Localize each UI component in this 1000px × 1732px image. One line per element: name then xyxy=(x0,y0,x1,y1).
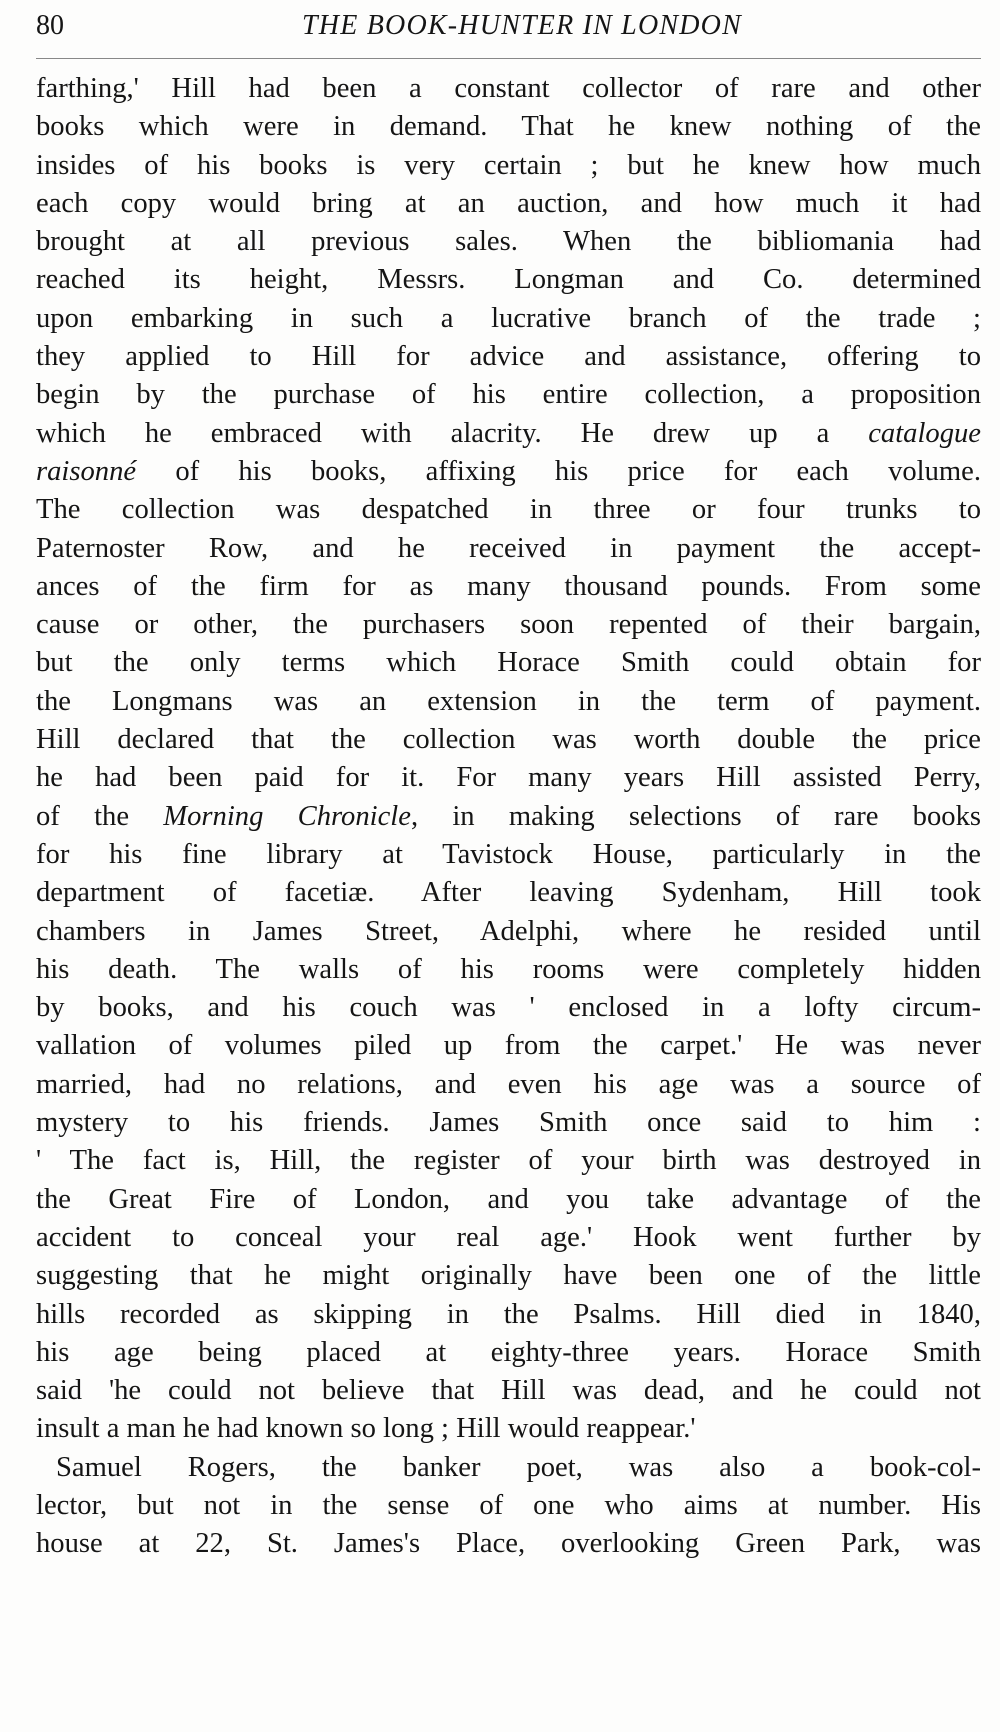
text-line: mystery to his friends. James Smith once said to him : xyxy=(36,1107,981,1139)
text-line: Hill declared that the collection was worth double the price xyxy=(36,724,981,756)
text-line: chambers in James Street, Adelphi, where he resided until xyxy=(36,915,981,947)
text-line: ances of the firm for as many thousand pounds. From some xyxy=(36,570,981,602)
text-line: insides of his books is very certain ; but he knew how much xyxy=(36,149,981,181)
header-rule xyxy=(36,58,981,59)
text-line xyxy=(36,453,981,491)
text-run: , in making selections of rare books xyxy=(410,800,981,832)
text-line: the Great Fire of London, and you take advantage of the xyxy=(36,1183,981,1215)
text-line: married, had no relations, and even his age was a source of xyxy=(36,1068,981,1100)
text-run: of his books, affixing his price for each volume. xyxy=(175,455,982,487)
text-line: lector, but not in the sense of one who aims at number. His xyxy=(36,1489,981,1521)
text-line: for his fine library at Tavistock House, particularly in the xyxy=(36,838,981,870)
text-run: which he embraced with alacrity. He drew up a xyxy=(36,417,830,449)
text-line: department of facetiæ. After leaving Sydenham, Hill took xyxy=(36,877,981,909)
text-run: of the xyxy=(36,800,130,832)
text-line: said 'he could not believe that Hill was dead, and he could not xyxy=(36,1375,981,1407)
text-line: brought at all previous sales. When the bibliomania had xyxy=(36,226,981,258)
text-line: but the only terms which Horace Smith could obtain for xyxy=(36,647,981,679)
text-line: each copy would bring at an auction, and how much it had xyxy=(36,187,981,219)
text-line: reached its height, Messrs. Longman and Co. determined xyxy=(36,264,981,296)
text-line: vallation of volumes piled up from the carpet.' He was never xyxy=(36,1030,981,1062)
text-line: his death. The walls of his rooms were completely hidden xyxy=(36,953,981,985)
italic-phrase-catalogue: catalogue xyxy=(868,417,981,449)
text-line: The collection was despatched in three or four trunks to xyxy=(36,494,981,526)
italic-phrase-morning-chronicle: Morning Chronicle xyxy=(163,800,411,832)
text-line xyxy=(36,415,981,453)
text-line: begin by the purchase of his entire collection, a proposition xyxy=(36,379,981,411)
text-line: the Longmans was an extension in the term of payment. xyxy=(36,685,981,717)
text-line: upon embarking in such a lucrative branch of the trade ; xyxy=(36,302,981,334)
running-title: THE BOOK-HUNTER IN LONDON xyxy=(302,10,742,41)
text-line: Samuel Rogers, the banker poet, was also a book-col- xyxy=(56,1451,981,1483)
text-line: they applied to Hill for advice and assistance, offering to xyxy=(36,341,981,373)
text-line: accident to conceal your real age.' Hook went further by xyxy=(36,1221,981,1253)
text-line: he had been paid for it. For many years Hill assisted Perry, xyxy=(36,762,981,794)
page-number: 80 xyxy=(36,10,64,41)
text-line: by books, and his couch was ' enclosed in a lofty circum- xyxy=(36,992,981,1024)
text-line: ' The fact is, Hill, the register of your birth was destroyed in xyxy=(36,1145,981,1177)
text-line: his age being placed at eighty-three years. Horace Smith xyxy=(36,1336,981,1368)
text-line: house at 22, St. James's Place, overlooking Green Park, was xyxy=(36,1528,981,1560)
running-head xyxy=(36,6,986,46)
italic-phrase-raisonne: raisonné xyxy=(36,455,137,487)
body-text xyxy=(36,70,981,1564)
text-line: cause or other, the purchasers soon repented of their bargain, xyxy=(36,609,981,641)
text-line: Paternoster Row, and he received in payment the accept- xyxy=(36,532,981,564)
text-line: suggesting that he might originally have been one of the little xyxy=(36,1260,981,1292)
text-line: farthing,' Hill had been a constant collector of rare and other xyxy=(36,73,981,104)
text-line: hills recorded as skipping in the Psalms. Hill died in 1840, xyxy=(36,1298,981,1330)
text-line xyxy=(36,798,981,836)
text-line: books which were in demand. That he knew nothing of the xyxy=(36,111,981,143)
text-line: insult a man he had known so long ; Hill would reappear.' xyxy=(36,1413,696,1445)
